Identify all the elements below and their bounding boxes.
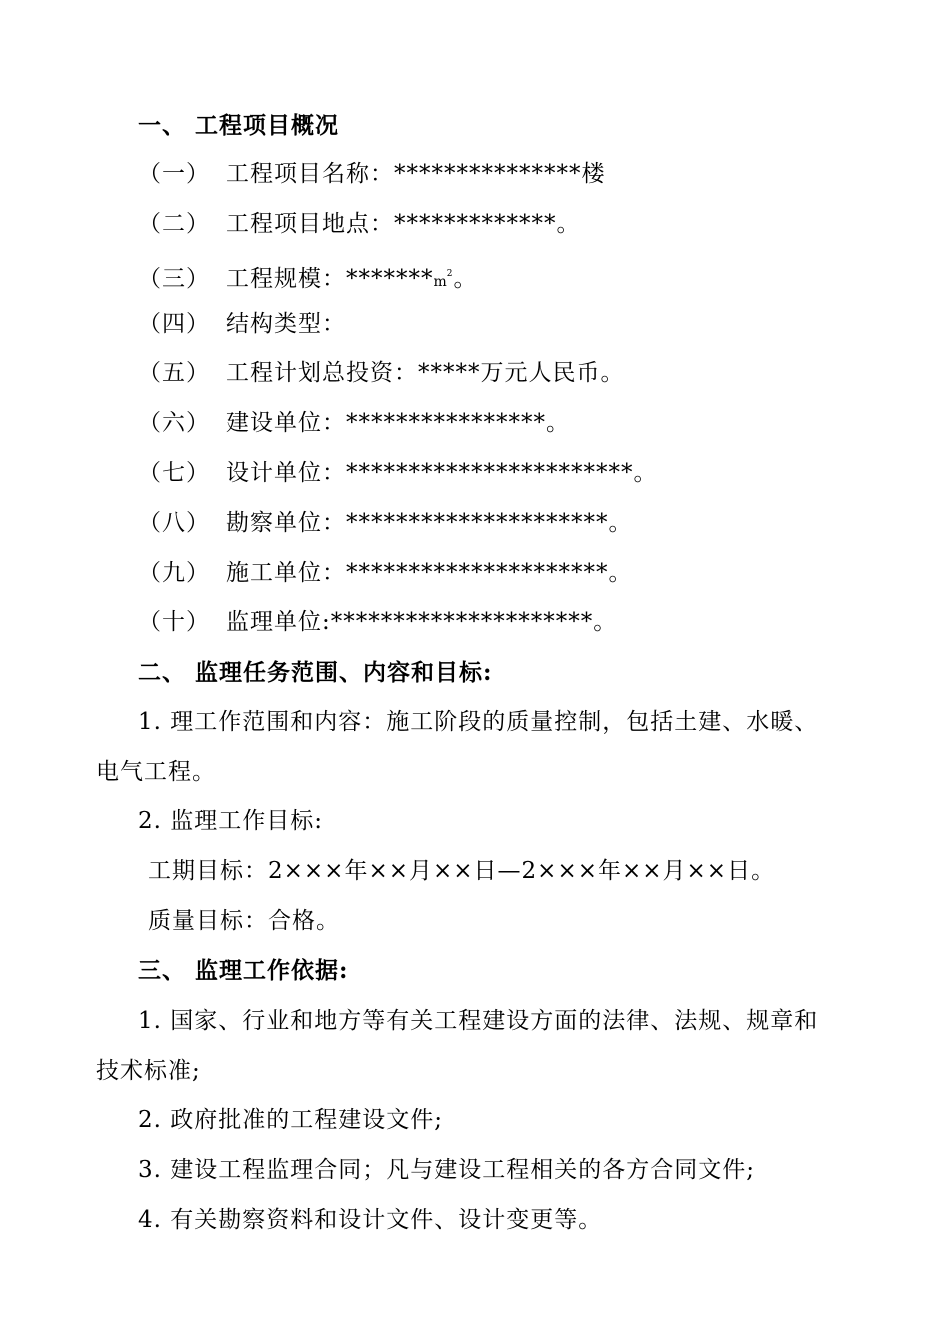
objectives-paragraph: 2. 监理工作目标: [138, 808, 324, 834]
basis-item-3: 3. 建设工程监理合同；凡与建设工程相关的各方合同文件; [138, 1157, 756, 1183]
item-text: 工程项目地点：*************。 [226, 211, 581, 237]
item-text: 设计单位：***********************。 [226, 460, 658, 486]
basis-item-1-line-1: 1. 国家、行业和地方等有关工程建设方面的法律、法规、规章和 [138, 1008, 819, 1034]
item-number: （一） [138, 161, 210, 187]
basis-item-1-line-2: 技术标准; [96, 1058, 201, 1084]
item-number: （八） [138, 510, 210, 536]
item-text: 工程规模：******* [226, 266, 434, 292]
item-text: 建设单位：****************。 [226, 410, 570, 436]
item-text: 工程计划总投资：*****万元人民币。 [226, 360, 625, 386]
item-number: （九） [138, 560, 210, 586]
area-unit-exponent: 2 [446, 269, 454, 279]
item-text: 施工单位：*********************。 [226, 560, 633, 586]
item-number: （五） [138, 360, 210, 386]
item-number: （二） [138, 211, 210, 237]
item-design-unit [138, 458, 658, 488]
item-structure-type [138, 309, 346, 339]
schedule-objective: 工期目标：2×××年××月××日—2×××年××月××日。 [148, 858, 776, 884]
section-1-heading: 一、 工程项目概况 [138, 112, 340, 139]
section-2-heading: 二、 监理任务范围、内容和目标: [138, 659, 493, 686]
item-text: 勘察单位：*********************。 [226, 510, 633, 536]
item-survey-unit [138, 508, 633, 538]
item-number: （十） [138, 609, 210, 635]
item-text: 监理单位:*********************。 [226, 609, 618, 635]
item-project-location [138, 209, 581, 239]
item-contractor-unit [138, 558, 633, 588]
section-3-heading: 三、 监理工作依据: [138, 957, 349, 984]
item-text: 结构类型： [226, 311, 346, 337]
basis-item-4: 4. 有关勘察资料和设计文件、设计变更等。 [138, 1207, 603, 1233]
scope-paragraph-line-1: 1. 理工作范围和内容：施工阶段的质量控制，包括土建、水暖、 [138, 709, 819, 735]
area-unit: m [433, 274, 447, 290]
scope-paragraph-line-2: 电气工程。 [96, 759, 216, 785]
item-text: 工程项目名称：***************楼 [226, 161, 606, 187]
basis-item-2: 2. 政府批准的工程建设文件; [138, 1107, 444, 1133]
item-supervision-unit [138, 607, 617, 637]
item-text-end: 。 [453, 266, 478, 292]
item-total-investment [138, 358, 625, 388]
item-project-scale [138, 259, 478, 297]
item-construction-unit [138, 408, 570, 438]
item-number: （六） [138, 410, 210, 436]
item-number: （七） [138, 460, 210, 486]
quality-objective: 质量目标：合格。 [148, 908, 340, 934]
item-number: （四） [138, 311, 210, 337]
item-number: （三） [138, 266, 210, 292]
item-project-name [138, 159, 606, 189]
